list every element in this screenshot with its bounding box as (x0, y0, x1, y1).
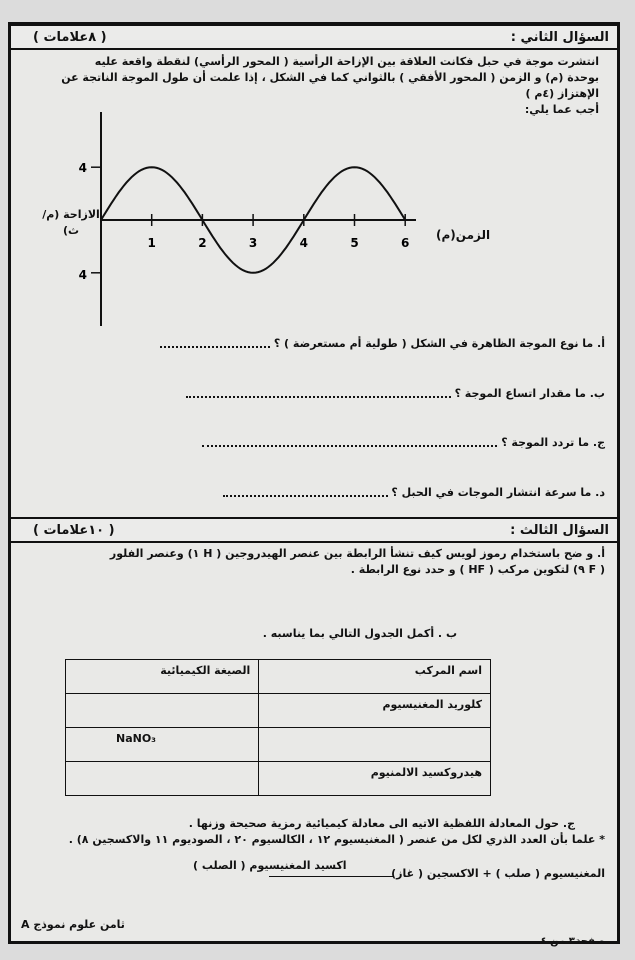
intro-line: بوحدة (م) و الزمن ( المحور الأفقي ) بالثواني كما في الشكل ، إذا علمت أن طول الموجة الناتجة عن الإهتزاز (٤م ) (61, 71, 599, 100)
table-cell[interactable] (66, 762, 259, 796)
q2-question-a (160, 336, 605, 352)
x-tick-label: 1 (147, 236, 156, 250)
q3-title: السؤال الثالث : (510, 523, 609, 538)
answer-line[interactable] (202, 439, 497, 447)
reaction-arrow-line (269, 876, 394, 877)
q2-question-c (202, 435, 605, 451)
question-text: ج. ما تردد الموجة ؟ (501, 436, 605, 449)
table-header-row (66, 660, 491, 694)
x-tick-label: 2 (198, 236, 207, 250)
table-row (66, 694, 491, 728)
q3-marks: ( ١٠علامات ) (33, 523, 115, 538)
answer-line[interactable] (160, 340, 270, 348)
part-c-line: * علما بأن العدد الذري لكل من عنصر ( المغنيسيوم ١٢ ، الكالسيوم ٢٠ ، الصوديوم ١١ والاكسجين ٨) . (68, 833, 605, 846)
question-text: ب. ما مقدار اتساع الموجة ؟ (454, 387, 605, 400)
q3-header (11, 517, 617, 543)
x-tick-label: 6 (401, 236, 410, 250)
table-cell[interactable] (259, 728, 491, 762)
compounds-table (65, 659, 491, 796)
table-row (66, 728, 491, 762)
q3-part-c (15, 816, 605, 848)
table-cell: هيدروكسيد الالمنيوم (259, 762, 491, 796)
x-tick-label: 5 (350, 236, 359, 250)
equation-left: المغنيسيوم ( صلب ) + الاكسجين ( غاز) (391, 867, 605, 880)
question-text: أ. ما نوع الموجة الظاهرة في الشكل ( طولية أم مستعرضة ) ؟ (273, 337, 605, 350)
x-tick-label: 4 (299, 236, 308, 250)
q2-header (11, 24, 617, 50)
table-row (66, 762, 491, 796)
intro-line: أجب عما يلي: (524, 103, 599, 116)
q3-part-b: ب . أكمل الجدول التالي بما يناسبه . (262, 627, 457, 640)
q2-title: السؤال الثاني : (510, 30, 609, 45)
header-cell: الصيغة الكيميائية (66, 660, 259, 694)
exam-page (8, 22, 620, 947)
x-axis-label: الزمن(م) (436, 228, 491, 242)
footer-page: صفحة٣ من ٤ (540, 936, 605, 947)
header-cell: اسم المركب (259, 660, 491, 694)
intro-line: انتشرت موجة في حبل فكانت العلاقة بين الإزاحة الرأسية ( المحور الرأسي) لنقطة واقعة عليه (94, 55, 599, 68)
y-tick: 4 (78, 268, 87, 282)
table-cell: NaNO₃ (66, 728, 259, 762)
table-cell[interactable] (66, 694, 259, 728)
q2-question-d (223, 485, 605, 501)
y-tick: 4 (78, 161, 87, 175)
x-tick-label: 3 (248, 236, 258, 250)
part-a-line: ( F ٩) لتكوين مركب ( HF ) و حدد نوع الرابطة . (350, 563, 605, 576)
footer-model: ثامن علوم نموذج A (21, 918, 125, 931)
y-axis-label: الازاحة (م/ث) (42, 208, 100, 237)
q3-part-a (25, 546, 605, 578)
part-c-line: ج. حول المعادلة اللفظية الاتيه الى معادلة كيميائية رمزية صحيحة وزنها . (188, 817, 575, 830)
q2-marks: ( ٨علامات ) (33, 30, 107, 45)
answer-line[interactable] (186, 390, 451, 398)
part-a-line: أ. و ضح باستخدام رموز لويس كيف تنشأ الرابطة بين عنصر الهيدروجين ( H ١) وعنصر الفلور (109, 547, 605, 560)
question-text: د. ما سرعة انتشار الموجات في الحبل ؟ (391, 486, 605, 499)
q2-question-b (186, 386, 605, 402)
equation-right: اكسيد المغنيسيوم ( الصلب ) (193, 859, 347, 872)
table-cell: كلوريد المغنيسيوم (259, 694, 491, 728)
answer-line[interactable] (223, 489, 388, 497)
